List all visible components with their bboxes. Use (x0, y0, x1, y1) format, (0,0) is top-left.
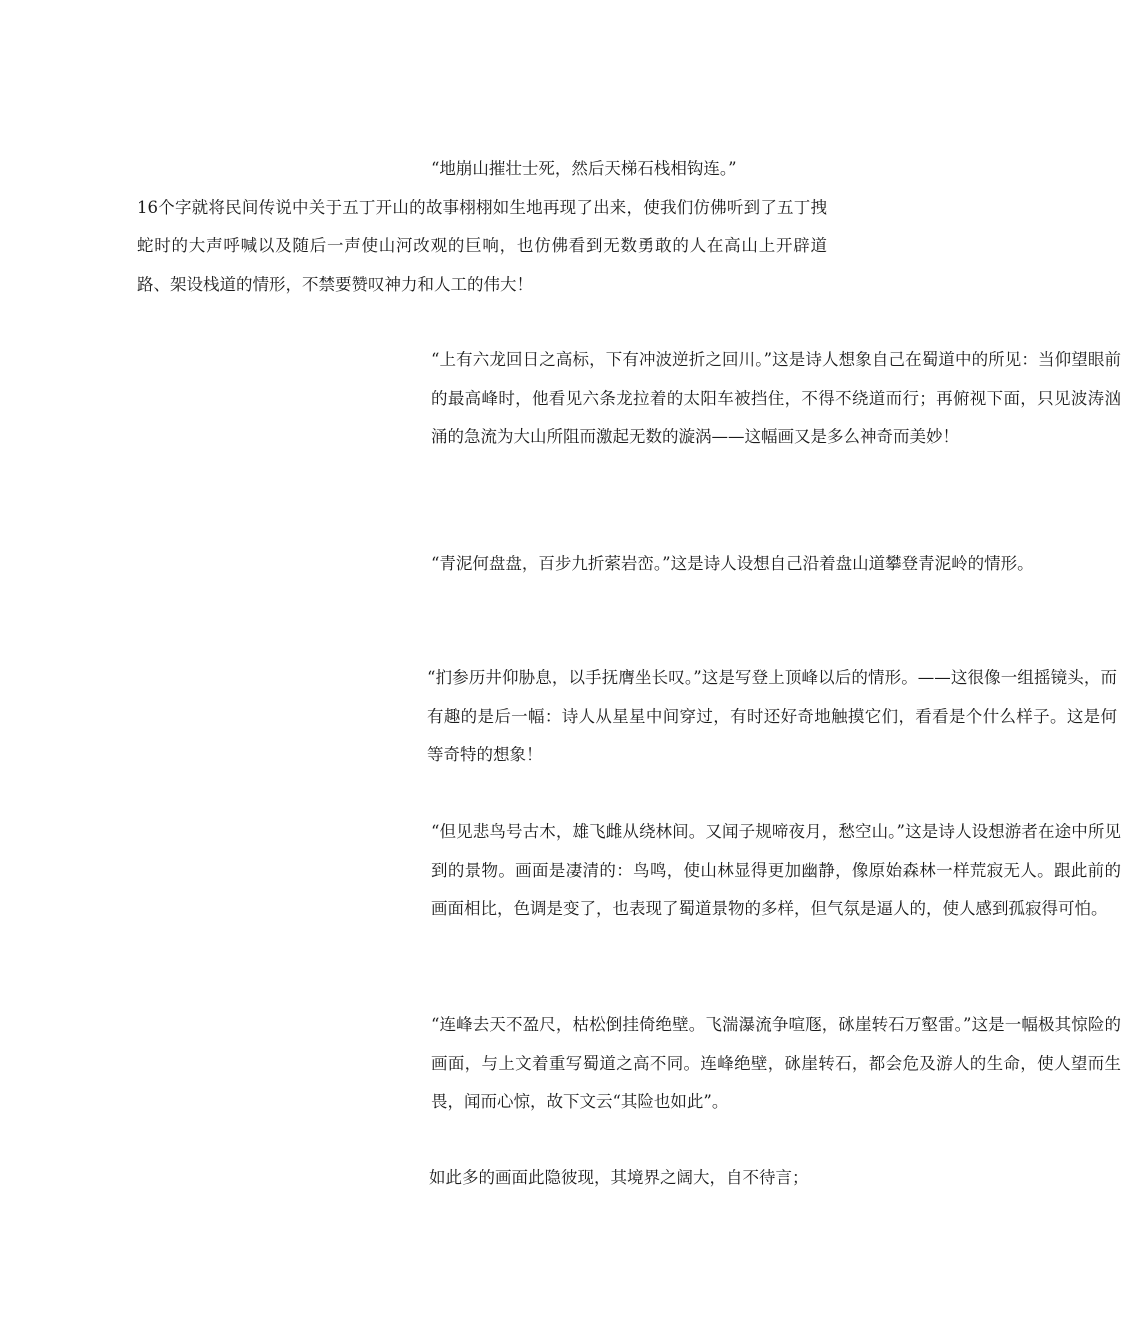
paragraph-text: 如此多的画面此隐彼现，其境界之阔大，自不待言； (429, 1168, 809, 1187)
paragraph-7 (137, 1159, 1119, 1198)
paragraph-text: “但见悲鸟号古木，雄飞雌从绕林间。又闻子规啼夜月，愁空山。”这是诗人设想游者在途中所见到的景物。画面是凄清的：鸟鸣，使山林显得更加幽静，像原始森林一样荒寂无人。跟此前的画面相比，色调是变了，也表现了蜀道景物的多样，但气氛是逼人的，使人感到孤寂得可怕。 (431, 822, 1121, 918)
paragraph-4 (137, 659, 1117, 775)
paragraph-2 (137, 341, 1121, 457)
paragraph-6 (137, 1006, 1121, 1122)
paragraph-3 (137, 545, 1121, 584)
paragraph-5 (137, 813, 1121, 929)
paragraph-text: “青泥何盘盘，百步九折萦岩峦。”这是诗人设想自己沿着盘山道攀登青泥岭的情形。 (431, 554, 1034, 573)
paragraph-text: 16个字就将民间传说中关于五丁开山的故事栩栩如生地再现了出来，使我们仿佛听到了五丁拽蛇时的大声呼喊以及随后一声使山河改观的巨响，也仿佛看到无数勇敢的人在高山上开辟道路、架设栈道的情形，不禁要赞叹神力和人工的伟大！ (137, 197, 827, 294)
quote-line: “地崩山摧壮士死，然后天梯石栈相钩连。” (431, 159, 737, 178)
paragraph-text: “扪参历井仰胁息，以手抚膺坐长叹。”这是写登上顶峰以后的情形。——这很像一组摇镜头，而有趣的是后一幅：诗人从星星中间穿过，有时还好奇地触摸它们，看看是个什么样子。这是何等奇特的想象！ (427, 668, 1117, 764)
paragraph-text: “连峰去天不盈尺，枯松倒挂倚绝壁。飞湍瀑流争喧豗，砯崖转石万壑雷。”这是一幅极其惊险的画面，与上文着重写蜀道之高不同。连峰绝壁，砯崖转石，都会危及游人的生命，使人望而生畏，闻而心惊，故下文云“其险也如此”。 (431, 1015, 1121, 1111)
paragraph-text: “上有六龙回日之高标，下有冲波逆折之回川。”这是诗人想象自己在蜀道中的所见：当仰望眼前的最高峰时，他看见六条龙拉着的太阳车被挡住，不得不绕道而行；再俯视下面，只见波涛汹涌的急流为大山所阻而激起无数的漩涡——这幅画又是多么神奇而美妙！ (431, 350, 1121, 446)
paragraph-1 (137, 150, 827, 304)
